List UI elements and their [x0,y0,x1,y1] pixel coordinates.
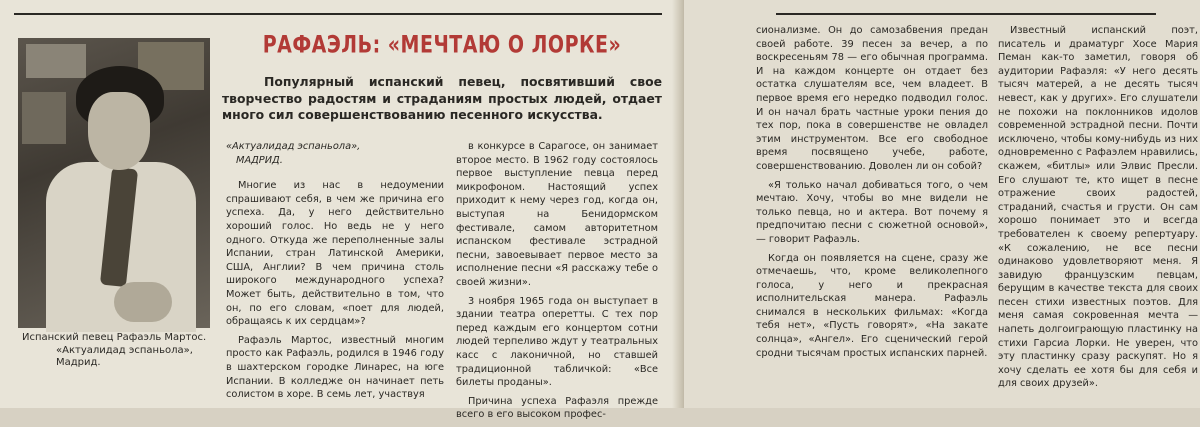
article-lead: Популярный испанский певец, посвятивший свое творчество радостям и страданиям простых людей, отдает много сил совершенствованию песенного искусства. [222,74,662,122]
paragraph: Когда он появляется на сцене, сразу же отмечаешь, что, кроме великолепного голоса, у него и прекрасная исполнительская манера. Рафаэль снимался в нескольких фильмах: «Когда тебя нет», «Пусть говорят», «На закате солнца», «Ангел». Его сценический герой сродни тысячам простых испанских парней. [756,252,988,359]
source-name: «Актуалидад эспаньола», [226,141,361,152]
photo-caption [22,332,222,370]
column-3 [756,24,988,365]
source-dateline [226,140,444,167]
paragraph: Рафаэль Мартос, известный многим просто как Рафаэль, родился в 1946 году в шахтерском городке Линарес, на юге Испании. В колледже он начинает петь солистом в хоре. В семь лет, участвуя [226,334,444,401]
column-2 [456,140,658,427]
caption-credit: «Актуалидад эспаньола», Мадрид. [56,344,193,368]
paragraph: в конкурсе в Сарагосе, он занимает второе место. В 1962 году состоялось первое выступление певца перед микрофоном. Настоящий успех приходит к нему через год, когда он, выступая на Бенидормском фестивале, самом авторитетном испанском фестивале эстрадной песни, завоевывает первое место за исполнение песни «Я расскажу тебе о своей жизни». [456,141,658,288]
column-4 [998,24,1198,396]
source-city: МАДРИД. [236,154,283,166]
paragraph: 3 ноября 1965 года он выступает в здании театра оперетты. С тех пор перед каждым его концертом сотни людей терпеливо ждут у театральных касс с лаконичной, но ставшей традиционной табличкой: «Все билеты проданы». [456,295,658,389]
paragraph: сионализме. Он до самозабвения предан своей работе. 39 песен за вечер, а по воскресеньям 78 — его обычная программа. И на каждом концерте он отдает без остатка слушателям все, чем владеет. В первое время его нередко подводил голос. И он начал брать частные уроки пения до тех пор, пока в совершенстве не овладел этим инструментом. Все его свободное время посвящено учебе, работе, совершенствованию. Доволен ли он собой? [756,25,988,172]
paragraph: Известный испанский поэт, писатель и драматург Хосе Мария Пеман как-то заметил, говоря об аудитории Рафаэля: «У него десять тысяч матерей, а не десять тысяч невест, как у других». Его слушатели не похожи на поклонников идолов современной эстрадной песни. Почти исключено, чтобы кому-нибудь из них одновременно с Рафаэлем нравились, скажем, «битлы» или Элвис Пресли. Его слушают те, кто ищет в песне отражение своих радостей, страданий, счастья и грусти. Он сам хорошо понимает это и всегда требователен к своему репертуару. «К сожалению, не все песни одинаково удовлетворяют меня. Я завидую французским певцам, берущим в качестве текста для своих песен стихи известных поэтов. Для меня самая сокровенная мечта — напеть долгоиграющую пластинку на стихи Гарсиа Лорки. Не уверен, что эту пластинку сразу раскупят. Но я хочу сделать ее хотя бы для себя и для своих друзей». [998,25,1198,390]
paragraph: «Я только начал добиваться того, о чем мечтаю. Хочу, чтобы во мне видели не только певца, но и актера. Вот почему я предпочитаю песни с сюжетной основой», — говорит Рафаэль. [756,179,988,245]
right-page [684,0,1200,408]
paragraph: Причина успеха Рафаэля прежде всего в его высоком профес- [456,395,658,421]
paragraph: Многие из нас в недоумении спрашивают себя, в чем же причина его успеха. Да, у него действительно хороший голос. Но ведь не у него одного. Откуда же переполненные залы Испании, стран Латинской Америки, США, Англии? В чем причина столь широкого международного успеха? Может быть, действительно в том, что он, по его словам, «поет для людей, обращаясь к их сердцам»? [226,180,444,328]
top-rule-left [14,13,662,15]
article-headline: РАФАЭЛЬ: «МЕЧТАЮ О ЛОРКЕ» [262,31,622,59]
top-rule-right [776,13,1156,15]
singer-photo [18,38,210,328]
column-1 [226,140,444,407]
caption-text: Испанский певец Рафаэль Мартос. [22,332,207,343]
